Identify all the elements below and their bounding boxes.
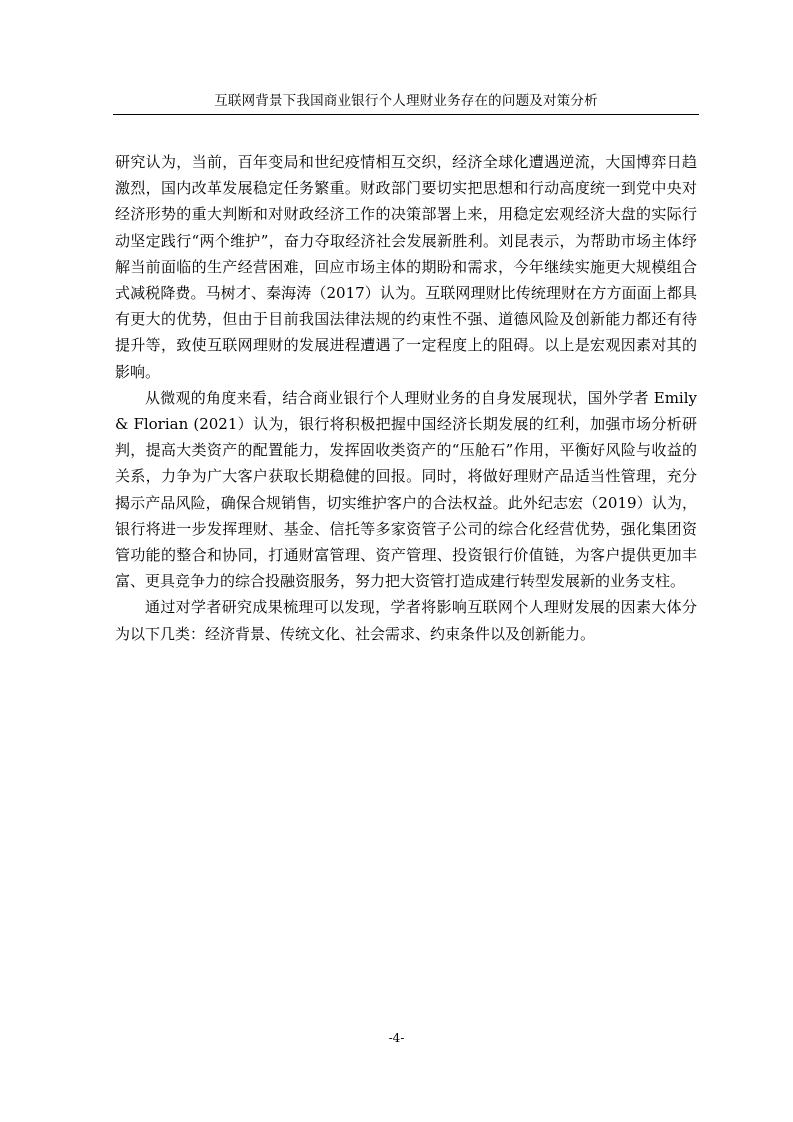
running-header: 互联网背景下我国商业银行个人理财业务存在的问题及对策分析 [214,93,598,109]
paragraph-macro-factors: 研究认为，当前，百年变局和世纪疫情相互交织，经济全球化遭遇逆流，大国博弈日趋激烈，国内改革发展稳定任务繁重。财政部门要切实把思想和行动高度统一到党中央对经济形势的重大判断和对财政经济工作的决策部署上来，用稳定宏观经济大盘的实际行动坚定践行“两个维护”，奋力夺取经济社会发展新胜利。刘昆表示，为帮助市场主体纾解当前面临的生产经营困难，回应市场主体的期盼和需求，今年继续实施更大规模组合式减税降费。马树才、秦海涛（2017）认为。互联网理财比传统理财在方方面面上都具有更大的优势，但由于目前我国法律法规的约束性不强、道德风险及创新能力都还有待提升等，致使互联网理财的发展进程遭遇了一定程度上的阻碍。以上是宏观因素对其的影响。 [115,153,697,381]
paragraph-summary: 通过对学者研究成果梳理可以发现，学者将影响互联网个人理财发展的因素大体分为以下几类：经济背景、传统文化、社会需求、约束条件以及创新能力。 [115,598,697,643]
body-text [115,149,697,647]
paragraph-micro-factors: 从微观的角度来看，结合商业银行个人理财业务的自身发展现状，国外学者 Emily & Florian (2021）认为，银行将积极把握中国经济长期发展的红利，加强市场分析研判，提高大类资产的配置能力，发挥固收类资产的“压舱石”作用，平衡好风险与收益的关系，力争为广大客户获取长期稳健的回报。同时，将做好理财产品适当性管理，充分揭示产品风险，确保合规销售，切实维护客户的合法权益。此外纪志宏（2019）认为，银行将进一步发挥理财、基金、信托等多家资管子公司的综合化经营优势，强化集团资管功能的整合和协同，打通财富管理、资产管理、投资银行价值链，为客户提供更加丰富、更具竞争力的综合投融资服务，努力把大资管打造成建行转型发展新的业务支柱。 [115,388,697,591]
page-number: -4- [388,1031,405,1045]
header-divider [113,114,699,115]
